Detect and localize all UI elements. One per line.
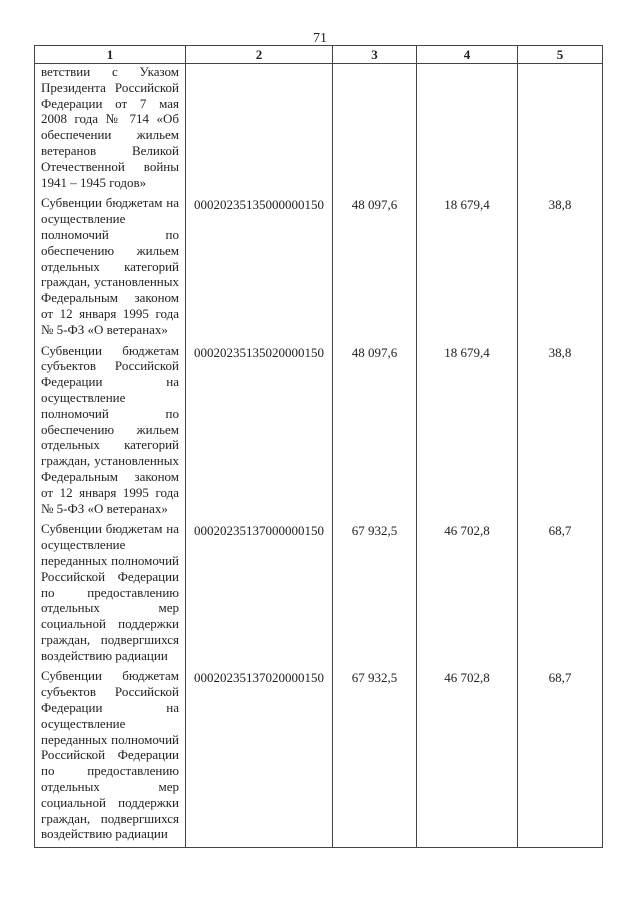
row-value-5: 68,7 <box>518 521 603 668</box>
row-value-4: 46 702,8 <box>417 668 518 847</box>
header-cell-2: 2 <box>186 46 333 64</box>
row-code: 00020235137020000150 <box>186 668 333 847</box>
row-value-5 <box>518 64 603 196</box>
row-value-4: 18 679,4 <box>417 343 518 522</box>
row-value-4 <box>417 64 518 196</box>
header-cell-3: 3 <box>333 46 417 64</box>
row-value-4: 18 679,4 <box>417 195 518 342</box>
row-description: Субвенции бюджетам субъектов Российской Федерации на осуществление полномочий по обеспечению жильем отдельных категорий граждан, установленных Федеральным законом от 12 января 1995 года № 5-ФЗ «О ветеранах» <box>35 343 186 522</box>
row-value-3 <box>333 64 417 196</box>
row-value-3: 48 097,6 <box>333 343 417 522</box>
row-value-5: 38,8 <box>518 343 603 522</box>
row-description: ветствии с Указом Президента Российской Федерации от 7 мая 2008 года № 714 «Об обеспечении жильем ветеранов Великой Отечественной войны 1941 – 1945 годов» <box>35 64 186 196</box>
row-code: 00020235135000000150 <box>186 195 333 342</box>
table-row <box>35 343 603 522</box>
row-value-3: 67 932,5 <box>333 521 417 668</box>
row-code <box>186 64 333 196</box>
table-row <box>35 195 603 342</box>
report-table <box>34 45 603 848</box>
row-value-5: 38,8 <box>518 195 603 342</box>
table-row <box>35 64 603 196</box>
header-cell-4: 4 <box>417 46 518 64</box>
table-row <box>35 521 603 668</box>
page-number: 71 <box>313 31 327 46</box>
row-description: Субвенции бюджетам субъектов Российской Федерации на осуществление переданных полномочий Российской Федерации по предоставлению отдельных мер социальной поддержки граждан, подвергшихся воздействию радиации <box>35 668 186 847</box>
row-value-5: 68,7 <box>518 668 603 847</box>
row-description: Субвенции бюджетам на осуществление полномочий по обеспечению жильем отдельных категорий граждан, установленных Федеральным законом от 12 января 1995 года № 5-ФЗ «О ветеранах» <box>35 195 186 342</box>
row-code: 00020235137000000150 <box>186 521 333 668</box>
row-code: 00020235135020000150 <box>186 343 333 522</box>
row-value-3: 67 932,5 <box>333 668 417 847</box>
header-row <box>35 46 603 64</box>
row-description: Субвенции бюджетам на осуществление переданных полномочий Российской Федерации по предоставлению отдельных мер социальной поддержки граждан, подвергшихся воздействию радиации <box>35 521 186 668</box>
table-row <box>35 668 603 847</box>
header-cell-1: 1 <box>35 46 186 64</box>
row-value-3: 48 097,6 <box>333 195 417 342</box>
header-cell-5: 5 <box>518 46 603 64</box>
row-value-4: 46 702,8 <box>417 521 518 668</box>
